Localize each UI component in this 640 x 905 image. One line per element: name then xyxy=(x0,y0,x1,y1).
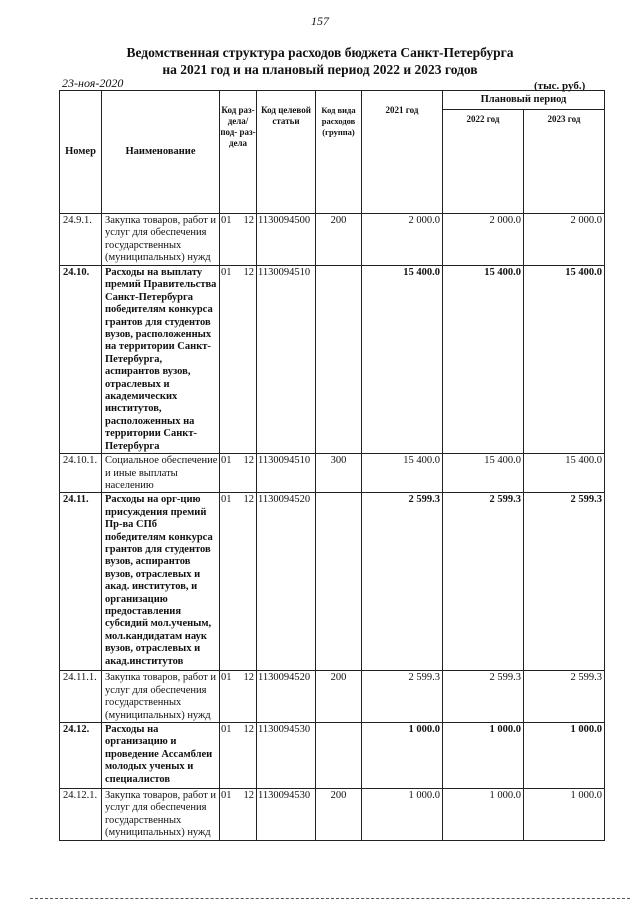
row-2023: 1 000.0 xyxy=(524,722,605,788)
row-number: 24.11. xyxy=(60,493,102,671)
row-number: 24.9.1. xyxy=(60,214,102,266)
row-2021: 2 599.3 xyxy=(362,671,443,723)
table-row xyxy=(60,671,605,723)
header-razdel: Код раз- дела/ под- раз- дела xyxy=(220,91,257,214)
row-vr: 200 xyxy=(316,788,362,840)
budget-table xyxy=(59,90,605,841)
header-name: Наименование xyxy=(102,91,220,214)
row-razdel: 01 xyxy=(221,494,232,506)
row-csr: 1130094520 xyxy=(257,671,316,723)
header-2022: 2022 год xyxy=(443,110,524,214)
row-2022: 2 000.0 xyxy=(443,214,524,266)
row-2021: 15 400.0 xyxy=(362,454,443,493)
table-row xyxy=(60,454,605,493)
row-2023: 2 000.0 xyxy=(524,214,605,266)
row-vr xyxy=(316,266,362,454)
row-number: 24.12. xyxy=(60,722,102,788)
row-2021: 15 400.0 xyxy=(362,266,443,454)
row-vr: 200 xyxy=(316,214,362,266)
row-number: 24.10.1. xyxy=(60,454,102,493)
row-razdel: 01 xyxy=(221,789,232,801)
row-2022: 1 000.0 xyxy=(443,722,524,788)
row-vr xyxy=(316,493,362,671)
header-vr: Код вида расходов (группа) xyxy=(316,91,362,214)
row-2023: 15 400.0 xyxy=(524,454,605,493)
row-podrazdel: 12 xyxy=(243,789,254,801)
table-row xyxy=(60,493,605,671)
units-label: (тыс. руб.) xyxy=(534,80,586,92)
header-2023: 2023 год xyxy=(524,110,605,214)
row-podrazdel: 12 xyxy=(243,723,254,735)
row-2022: 1 000.0 xyxy=(443,788,524,840)
row-podrazdel: 12 xyxy=(243,672,254,684)
row-razdel: 01 xyxy=(221,215,232,226)
row-2021: 1 000.0 xyxy=(362,722,443,788)
row-2023: 15 400.0 xyxy=(524,266,605,454)
row-vr: 200 xyxy=(316,671,362,723)
row-razdel: 01 xyxy=(221,723,232,735)
row-csr: 1130094520 xyxy=(257,493,316,671)
row-razdel: 01 xyxy=(221,267,232,278)
table-row xyxy=(60,788,605,840)
row-2021: 2 000.0 xyxy=(362,214,443,266)
row-2023: 2 599.3 xyxy=(524,671,605,723)
row-csr: 1130094500 xyxy=(257,214,316,266)
row-name: Социальное обеспечение и иные выплаты населению xyxy=(102,454,220,493)
row-name: Расходы на организацию и проведение Ассамблеи молодых ученых и специалистов xyxy=(102,722,220,788)
row-podrazdel: 12 xyxy=(243,267,254,278)
document-date: 23-ноя-2020 xyxy=(62,76,124,90)
row-name: Закупка товаров, работ и услуг для обеспечения государственных (муниципальных) нужд xyxy=(102,788,220,840)
row-2022: 2 599.3 xyxy=(443,493,524,671)
table-row xyxy=(60,722,605,788)
row-2023: 2 599.3 xyxy=(524,493,605,671)
row-podrazdel: 12 xyxy=(243,494,254,506)
header-number: Номер xyxy=(60,91,102,214)
row-2023: 1 000.0 xyxy=(524,788,605,840)
table-row xyxy=(60,214,605,266)
title-line-2: на 2021 год и на плановый период 2022 и 2023 годов xyxy=(162,62,478,77)
row-podrazdel: 12 xyxy=(243,455,254,467)
row-name: Закупка товаров, работ и услуг для обеспечения государственных (муниципальных) нужд xyxy=(102,671,220,723)
row-2022: 15 400.0 xyxy=(443,266,524,454)
row-vr: 300 xyxy=(316,454,362,493)
document-title xyxy=(0,44,640,78)
row-2021: 2 599.3 xyxy=(362,493,443,671)
row-2022: 15 400.0 xyxy=(443,454,524,493)
row-razdel: 01 xyxy=(221,672,232,684)
page-number: 157 xyxy=(311,14,329,28)
header-csr: Код целевой статьи xyxy=(257,91,316,214)
row-vr xyxy=(316,722,362,788)
row-2022: 2 599.3 xyxy=(443,671,524,723)
row-csr: 1130094530 xyxy=(257,722,316,788)
table-row xyxy=(60,266,605,454)
row-name: Расходы на орг-цию присуждения премий Пр-ва СПб победителям конкурса грантов для студентов вузов, аспирантов вузов, отраслевых и акад. институтов, и организацию предоставления субсидий мол.ученым, мол.кандидатам наук вузов, отраслевых и акад.институтов xyxy=(102,493,220,671)
title-line-1: Ведомственная структура расходов бюджета Санкт-Петербурга xyxy=(126,45,514,60)
row-csr: 1130094510 xyxy=(257,454,316,493)
row-podrazdel: 12 xyxy=(243,215,254,226)
row-number: 24.12.1. xyxy=(60,788,102,840)
page-bottom-rule xyxy=(30,898,630,899)
row-2021: 1 000.0 xyxy=(362,788,443,840)
row-number: 24.11.1. xyxy=(60,671,102,723)
row-name: Закупка товаров, работ и услуг для обеспечения государственных (муниципальных) нужд xyxy=(102,214,220,266)
row-number: 24.10. xyxy=(60,266,102,454)
header-2021: 2021 год xyxy=(362,91,443,214)
row-razdel: 01 xyxy=(221,455,232,467)
row-name: Расходы на выплату премий Правительства Санкт-Петербурга победителям конкурса грантов для студентов вузов, расположенных на территории Санкт-Петербурга, аспирантов вузов, отраслевых и академических институтов, расположенных на территории Санкт-Петербурга xyxy=(102,266,220,454)
header-planned-period: Плановый период xyxy=(443,91,605,110)
row-csr: 1130094530 xyxy=(257,788,316,840)
row-csr: 1130094510 xyxy=(257,266,316,454)
